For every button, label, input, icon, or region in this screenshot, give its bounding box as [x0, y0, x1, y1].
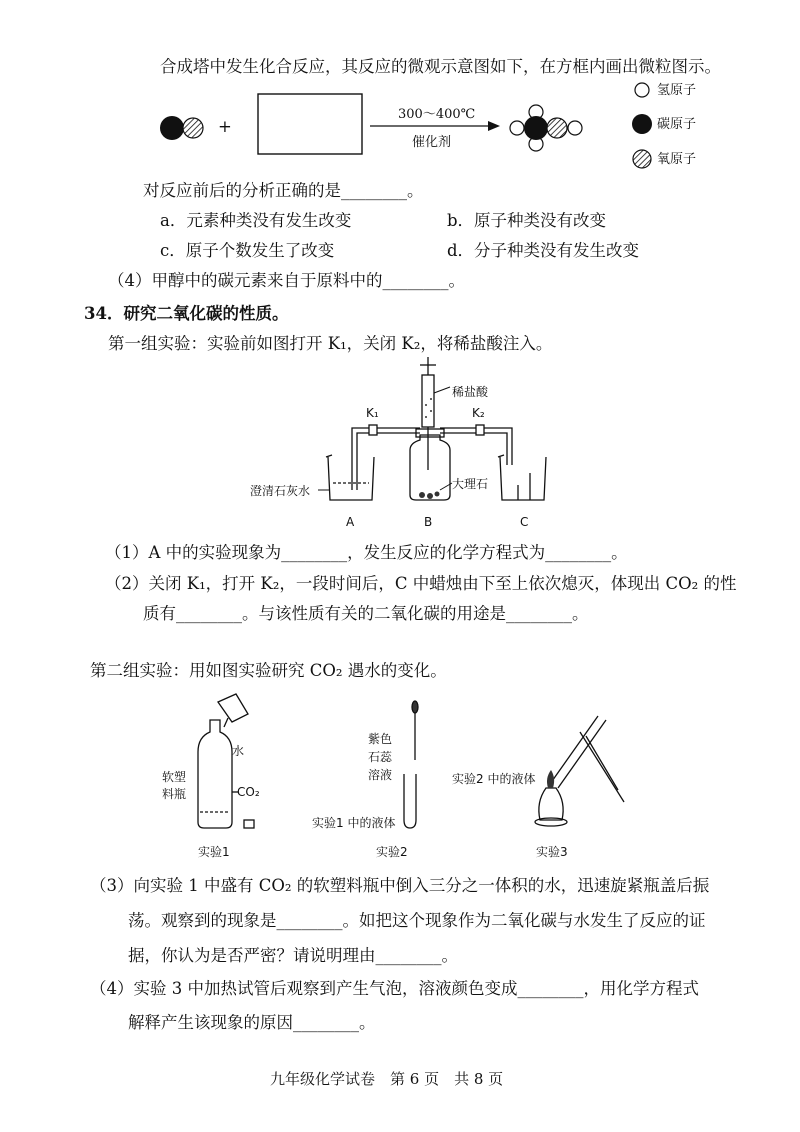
label-k2: K₂ [472, 406, 485, 420]
label-litmus-2: 石蕊 [368, 750, 393, 764]
answer-box[interactable] [258, 94, 362, 154]
question-2-line2: 质有________。与该性质有关的二氧化碳的用途是________。 [143, 604, 589, 623]
label-dilute-hcl: 稀盐酸 [452, 385, 489, 399]
label-exp2: 实验2 [376, 845, 408, 859]
label-litmus-1: 紫色 [368, 732, 393, 746]
apparatus-group2 [0, 692, 800, 842]
question-analysis: 对反应前后的分析正确的是________。 [143, 181, 424, 200]
intro-text: 合成塔中发生化合反应，其反应的微观示意图如下，在方框内画出微粒图示。 [160, 57, 721, 76]
question-3-line2: 荡。观察到的现象是________。如把这个现象作为二氧化碳与水发生了反应的证 [128, 911, 706, 930]
question-3-line3: 据，你认为是否严密？请说明理由________。 [128, 946, 458, 965]
label-marble: 大理石 [452, 477, 489, 491]
option-d: d．分子种类没有发生改变 [447, 241, 640, 260]
question-4-line2: 解释产生该现象的原因________。 [128, 1013, 376, 1032]
co-molecule [160, 116, 203, 140]
group2-intro: 第二组实验：用如图实验研究 CO₂ 遇水的变化。 [90, 661, 447, 680]
question-2-line1: （2）关闭 K₁，打开 K₂，一段时间后，C 中蜡烛由下至上依次熄灭，体现出 CO₂ 的性 [105, 574, 737, 593]
legend-carbon: 碳原子 [657, 117, 697, 132]
label-exp1-liquid: 实验1 中的液体 [312, 816, 396, 830]
label-water: 水 [232, 744, 245, 758]
legend-icons [632, 83, 652, 168]
condition-catalyst: 催化剂 [412, 135, 452, 150]
condition-temperature: 300～400℃ [398, 107, 476, 122]
question-34-title: 34．研究二氧化碳的性质。 [84, 304, 289, 323]
plus-sign: + [218, 117, 232, 136]
label-co2: CO₂ [237, 785, 260, 799]
question-4-line1: （4）实验 3 中加热试管后观察到产生气泡，溶液颜色变成________，用化学方程式 [90, 979, 699, 998]
legend-oxygen: 氧原子 [657, 152, 697, 167]
question-3-line1: （3）向实验 1 中盛有 CO₂ 的软塑料瓶中倒入三分之一体积的水，迅速旋紧瓶盖后振 [90, 876, 710, 895]
question-1: （1）A 中的实验现象为________，发生反应的化学方程式为________。 [105, 543, 628, 562]
label-c: C [520, 515, 529, 529]
option-c: c．原子个数发生了改变 [160, 241, 335, 260]
option-b: b．原子种类没有改变 [447, 211, 607, 230]
apparatus-group1 [0, 355, 800, 515]
label-limewater: 澄清石灰水 [250, 484, 311, 498]
label-a: A [346, 515, 355, 529]
option-a: a．元素种类没有发生改变 [160, 211, 352, 230]
group1-intro: 第一组实验：实验前如图打开 K₁，关闭 K₂，将稀盐酸注入。 [108, 334, 553, 353]
label-exp3: 实验3 [536, 845, 568, 859]
label-soft-bottle-2: 料瓶 [162, 787, 187, 801]
label-litmus-3: 溶液 [368, 768, 393, 782]
methanol-molecule [510, 105, 582, 151]
question-4-methanol: （4）甲醇中的碳元素来自于原料中的________。 [108, 271, 465, 290]
label-soft-bottle-1: 软塑 [162, 770, 187, 784]
legend-hydrogen: 氢原子 [657, 83, 697, 98]
label-exp1: 实验1 [198, 845, 230, 859]
label-b: B [424, 515, 433, 529]
page-footer: 九年级化学试卷 第 6 页 共 8 页 [270, 1070, 504, 1088]
label-k1: K₁ [366, 406, 379, 420]
label-exp2-liquid: 实验2 中的液体 [452, 772, 536, 786]
